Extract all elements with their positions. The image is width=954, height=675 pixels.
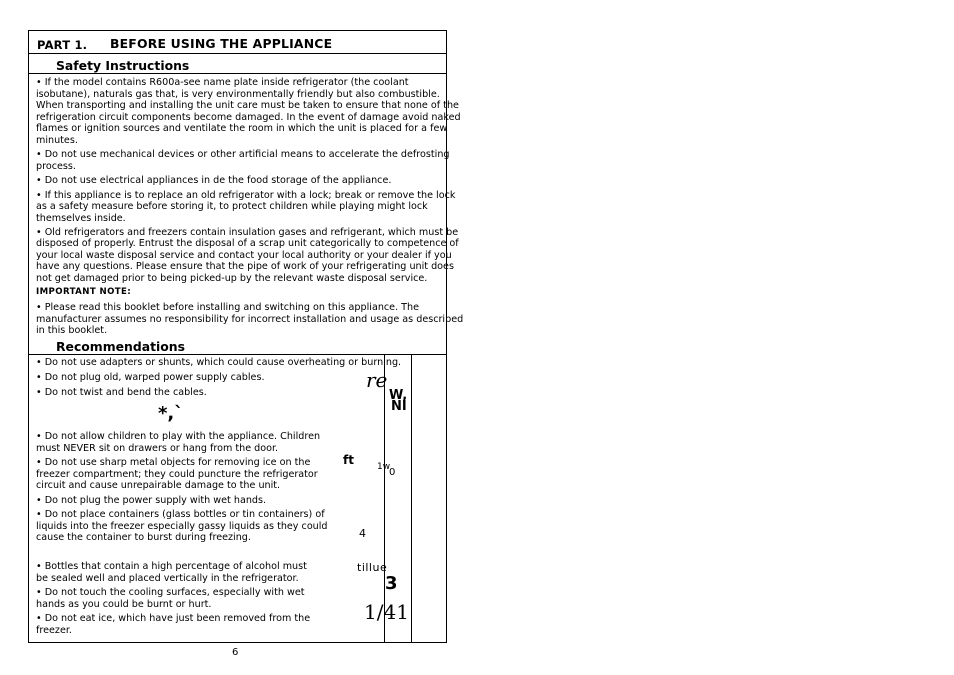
text-line: • Do not eat ice, which have just been removed from the bbox=[36, 613, 311, 624]
text-line: not get damaged prior to being picked-up by the relevant waste disposal service. bbox=[36, 272, 428, 284]
text-line: as a safety measure before storing it, to protect children while playing might lock bbox=[36, 201, 428, 212]
part-number: PART 1. bbox=[37, 38, 88, 52]
safety-heading: Safety Instructions bbox=[56, 58, 190, 73]
text-line: disposed of properly. Entrust the disposal of a scrap unit categorically to competence of bbox=[36, 238, 459, 249]
text-line: liquids into the freezer especially gassy liquids as they could bbox=[36, 520, 328, 532]
text-line: • Do not allow children to play with the appliance. Children bbox=[36, 431, 321, 442]
scan-artifact-mark: 1/41 bbox=[364, 600, 409, 624]
text-line: circuit and cause unrepairable damage to the unit. bbox=[36, 480, 281, 491]
text-line: hands as you could be burnt or hurt. bbox=[36, 598, 212, 610]
scan-artifact-mark: 3 bbox=[385, 573, 398, 594]
text-line: • Old refrigerators and freezers contain insulation gases and refrigerant, which must be bbox=[36, 226, 459, 238]
text-line: • Please read this booklet before installing and switching on this appliance. The bbox=[36, 302, 420, 313]
scan-artifact-mark: 1w bbox=[377, 462, 391, 472]
text-line: • Do not touch the cooling surfaces, especially with wet bbox=[36, 587, 305, 598]
text-line: • Do not plug the power supply with wet hands. bbox=[36, 495, 267, 506]
text-line: • Bottles that contain a high percentage of alcohol must bbox=[36, 561, 307, 572]
text-line: • Do not place containers (glass bottles or tin containers) of bbox=[36, 509, 325, 520]
text-line: process. bbox=[36, 160, 76, 172]
text-line: • Do not use adapters or shunts, which could cause overheating or burning. bbox=[36, 357, 402, 368]
text-line: • Do not plug old, warped power supply cables. bbox=[36, 372, 265, 383]
text-line: must NEVER sit on drawers or hang from the door. bbox=[36, 442, 279, 454]
text-line: • Do not use sharp metal objects for removing ice on the bbox=[36, 457, 311, 468]
image-column-line-right bbox=[411, 354, 412, 643]
text-line: • Do not use electrical appliances in de the food storage of the appliance. bbox=[36, 175, 392, 186]
text-line: have any questions. Please ensure that the pipe of work of your refrigerating unit does bbox=[36, 261, 454, 272]
text-line: be sealed well and placed vertically in the refrigerator. bbox=[36, 572, 299, 584]
important-note-label: IMPORTANT NOTE: bbox=[36, 287, 132, 297]
header-rule bbox=[28, 53, 447, 54]
scan-artifact-mark: W, bbox=[389, 388, 408, 403]
scan-artifact-mark: ft bbox=[343, 453, 354, 467]
recommendations-heading: Recommendations bbox=[56, 339, 185, 354]
text-line: • Do not use mechanical devices or other artificial means to accelerate the defrosting bbox=[36, 149, 450, 160]
scan-artifact-mark: *,` bbox=[158, 403, 184, 424]
scan-artifact-mark: 0 bbox=[389, 467, 396, 478]
scan-artifact-mark: NI bbox=[391, 399, 407, 414]
text-line: • If the model contains R600a-see name plate inside refrigerator (the coolant bbox=[36, 77, 409, 88]
text-line: refrigeration circuit components become damaged. In the event of damage avoid naked bbox=[36, 111, 461, 123]
safety-heading-rule bbox=[28, 73, 447, 74]
text-line: • Do not twist and bend the cables. bbox=[36, 387, 207, 398]
text-line: manufacturer assumes no responsibility for incorrect installation and usage as described bbox=[36, 313, 464, 325]
part-title: BEFORE USING THE APPLIANCE bbox=[110, 36, 333, 51]
scan-artifact-mark: re bbox=[366, 368, 388, 392]
text-line: When transporting and installing the unit care must be taken to ensure that none of the bbox=[36, 100, 459, 111]
text-line: • If this appliance is to replace an old refrigerator with a lock; break or remove the lock bbox=[36, 189, 456, 201]
text-line: cause the container to burst during freezing. bbox=[36, 532, 251, 543]
text-line: flames or ignition sources and ventilate the room in which the unit is placed for a few bbox=[36, 123, 448, 134]
text-line: freezer. bbox=[36, 624, 72, 636]
text-line: freezer compartment; they could puncture the refrigerator bbox=[36, 468, 318, 480]
scan-artifact-mark: tillue bbox=[357, 561, 388, 574]
page-number: 6 bbox=[232, 647, 239, 658]
text-line: in this booklet. bbox=[36, 325, 108, 336]
text-line: minutes. bbox=[36, 134, 78, 146]
text-line: your local waste disposal service and contact your local authority or your dealer if you bbox=[36, 249, 452, 261]
text-line: themselves inside. bbox=[36, 212, 126, 224]
scan-artifact-mark: 4 bbox=[359, 527, 366, 540]
text-line: isobutane), naturals gas that, is very environmentally friendly but also combustible. bbox=[36, 88, 440, 100]
